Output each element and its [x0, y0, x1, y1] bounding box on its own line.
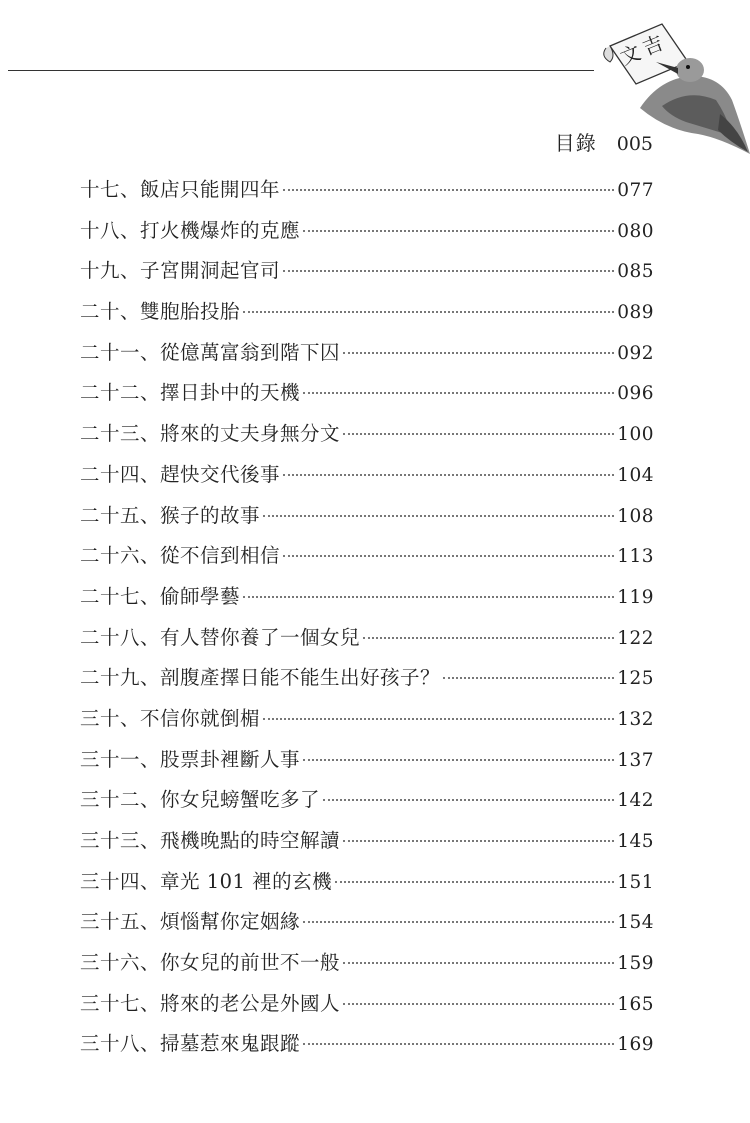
toc-entry-title: 三十三、飛機晚點的時空解讀	[80, 829, 341, 852]
toc-entry-page: 092	[617, 342, 654, 364]
toc-entry[interactable]	[80, 947, 654, 988]
toc-entry[interactable]	[80, 906, 654, 947]
header-page-number: 005	[616, 133, 653, 155]
toc-leader-dots	[303, 759, 614, 761]
toc-entry[interactable]	[80, 337, 654, 378]
section-title: 目錄	[554, 131, 597, 155]
toc-entry[interactable]	[80, 662, 654, 703]
toc-leader-dots	[343, 1003, 614, 1005]
toc-leader-dots	[343, 840, 614, 842]
toc-leader-dots	[263, 515, 614, 517]
toc-entry[interactable]	[80, 459, 654, 500]
toc-entry-title: 三十二、你女兒螃蟹吃多了	[80, 788, 321, 812]
toc-entry-title: 二十七、偷師學藝	[80, 584, 241, 608]
toc-entry-title: 二十六、從不信到相信	[80, 544, 281, 568]
toc-entry-page: 080	[617, 220, 654, 242]
toc-leader-dots	[303, 230, 614, 232]
toc-leader-dots	[283, 189, 614, 191]
toc-entry-page: 085	[617, 261, 654, 283]
emblem-text: 文	[616, 39, 645, 70]
toc-entry-title: 三十、不信你就倒楣	[80, 706, 261, 730]
toc-leader-dots	[283, 474, 614, 476]
toc-leader-dots	[343, 962, 614, 964]
toc-entry-page: 132	[617, 708, 654, 730]
toc-entry-title: 三十七、將來的老公是外國人	[80, 991, 341, 1015]
toc-entry-page: 159	[617, 953, 654, 975]
toc-entry[interactable]	[80, 825, 654, 866]
toc-entry-title: 二十四、趕快交代後事	[80, 462, 281, 486]
toc-entry-page: 165	[617, 993, 654, 1015]
toc-leader-dots	[343, 433, 614, 435]
toc-entry-title: 二十三、將來的丈夫身無分文	[80, 422, 341, 446]
toc-entry[interactable]	[80, 866, 654, 907]
toc-entry[interactable]	[80, 377, 654, 418]
toc-entry-page: 122	[617, 627, 654, 649]
toc-leader-dots	[263, 718, 614, 720]
toc-leader-dots	[363, 637, 614, 639]
toc-entry[interactable]	[80, 622, 654, 663]
svg-text:吉: 吉	[639, 30, 667, 61]
toc-entry[interactable]	[80, 784, 654, 825]
toc-entry[interactable]	[80, 255, 654, 296]
toc-entry-title: 二十二、擇日卦中的天機	[80, 381, 301, 405]
table-of-contents	[80, 174, 654, 1069]
toc-entry-title: 三十八、掃墓惹來鬼跟蹤	[80, 1032, 301, 1056]
toc-entry-title: 十八、打火機爆炸的克應	[80, 218, 301, 242]
toc-entry-page: 125	[617, 668, 654, 690]
toc-entry[interactable]	[80, 744, 654, 785]
toc-entry-page: 089	[617, 302, 654, 324]
header-rule	[8, 70, 594, 71]
toc-entry-page: 077	[617, 180, 654, 201]
toc-entry-title: 二十五、猴子的故事	[80, 503, 261, 527]
toc-entry[interactable]	[80, 215, 654, 256]
toc-entry-title: 十七、飯店只能開四年	[80, 178, 281, 201]
toc-entry-title: 三十五、煩惱幫你定姻緣	[80, 910, 301, 934]
toc-entry-page: 137	[617, 749, 654, 771]
toc-entry-title: 十九、子宮開洞起官司	[80, 259, 281, 283]
toc-entry[interactable]	[80, 500, 654, 541]
toc-entry[interactable]	[80, 581, 654, 622]
toc-entry[interactable]	[80, 174, 654, 215]
toc-entry-page: 145	[617, 831, 654, 852]
toc-entry-title: 三十四、章光 101 裡的玄機	[80, 869, 333, 893]
toc-entry-page: 151	[617, 871, 654, 893]
toc-entry-title: 二十八、有人替你養了一個女兒	[80, 625, 361, 649]
toc-entry-page: 104	[617, 464, 654, 486]
toc-entry-page: 154	[617, 912, 654, 934]
running-head	[555, 127, 653, 156]
toc-leader-dots	[303, 921, 614, 923]
toc-entry[interactable]	[80, 296, 654, 337]
toc-leader-dots	[243, 311, 614, 313]
toc-entry[interactable]	[80, 1028, 654, 1069]
toc-entry-title: 二十一、從億萬富翁到階下囚	[80, 340, 341, 364]
toc-leader-dots	[335, 881, 614, 883]
toc-entry-title: 三十一、股票卦裡斷人事	[80, 747, 301, 771]
toc-entry[interactable]	[80, 540, 654, 581]
toc-leader-dots	[303, 1043, 614, 1045]
toc-leader-dots	[283, 555, 614, 557]
toc-entry[interactable]	[80, 988, 654, 1029]
toc-entry[interactable]	[80, 703, 654, 744]
toc-entry-title: 二十、雙胞胎投胎	[80, 300, 241, 324]
toc-entry-page: 113	[617, 546, 654, 568]
toc-entry-page: 096	[617, 383, 654, 405]
toc-leader-dots	[343, 352, 614, 354]
toc-entry-title: 二十九、剖腹產擇日能不能生出好孩子？	[80, 666, 441, 690]
toc-leader-dots	[283, 270, 614, 272]
toc-entry-title: 三十六、你女兒的前世不一般	[80, 951, 341, 975]
toc-entry-page: 108	[617, 505, 654, 527]
toc-leader-dots	[243, 596, 614, 598]
toc-leader-dots	[303, 392, 614, 394]
toc-leader-dots	[443, 677, 614, 679]
toc-entry-page: 100	[617, 424, 654, 446]
toc-entry-page: 169	[617, 1034, 654, 1056]
toc-entry-page: 142	[617, 790, 654, 812]
toc-leader-dots	[323, 799, 614, 801]
toc-entry-page: 119	[617, 586, 654, 608]
toc-entry[interactable]	[80, 418, 654, 459]
